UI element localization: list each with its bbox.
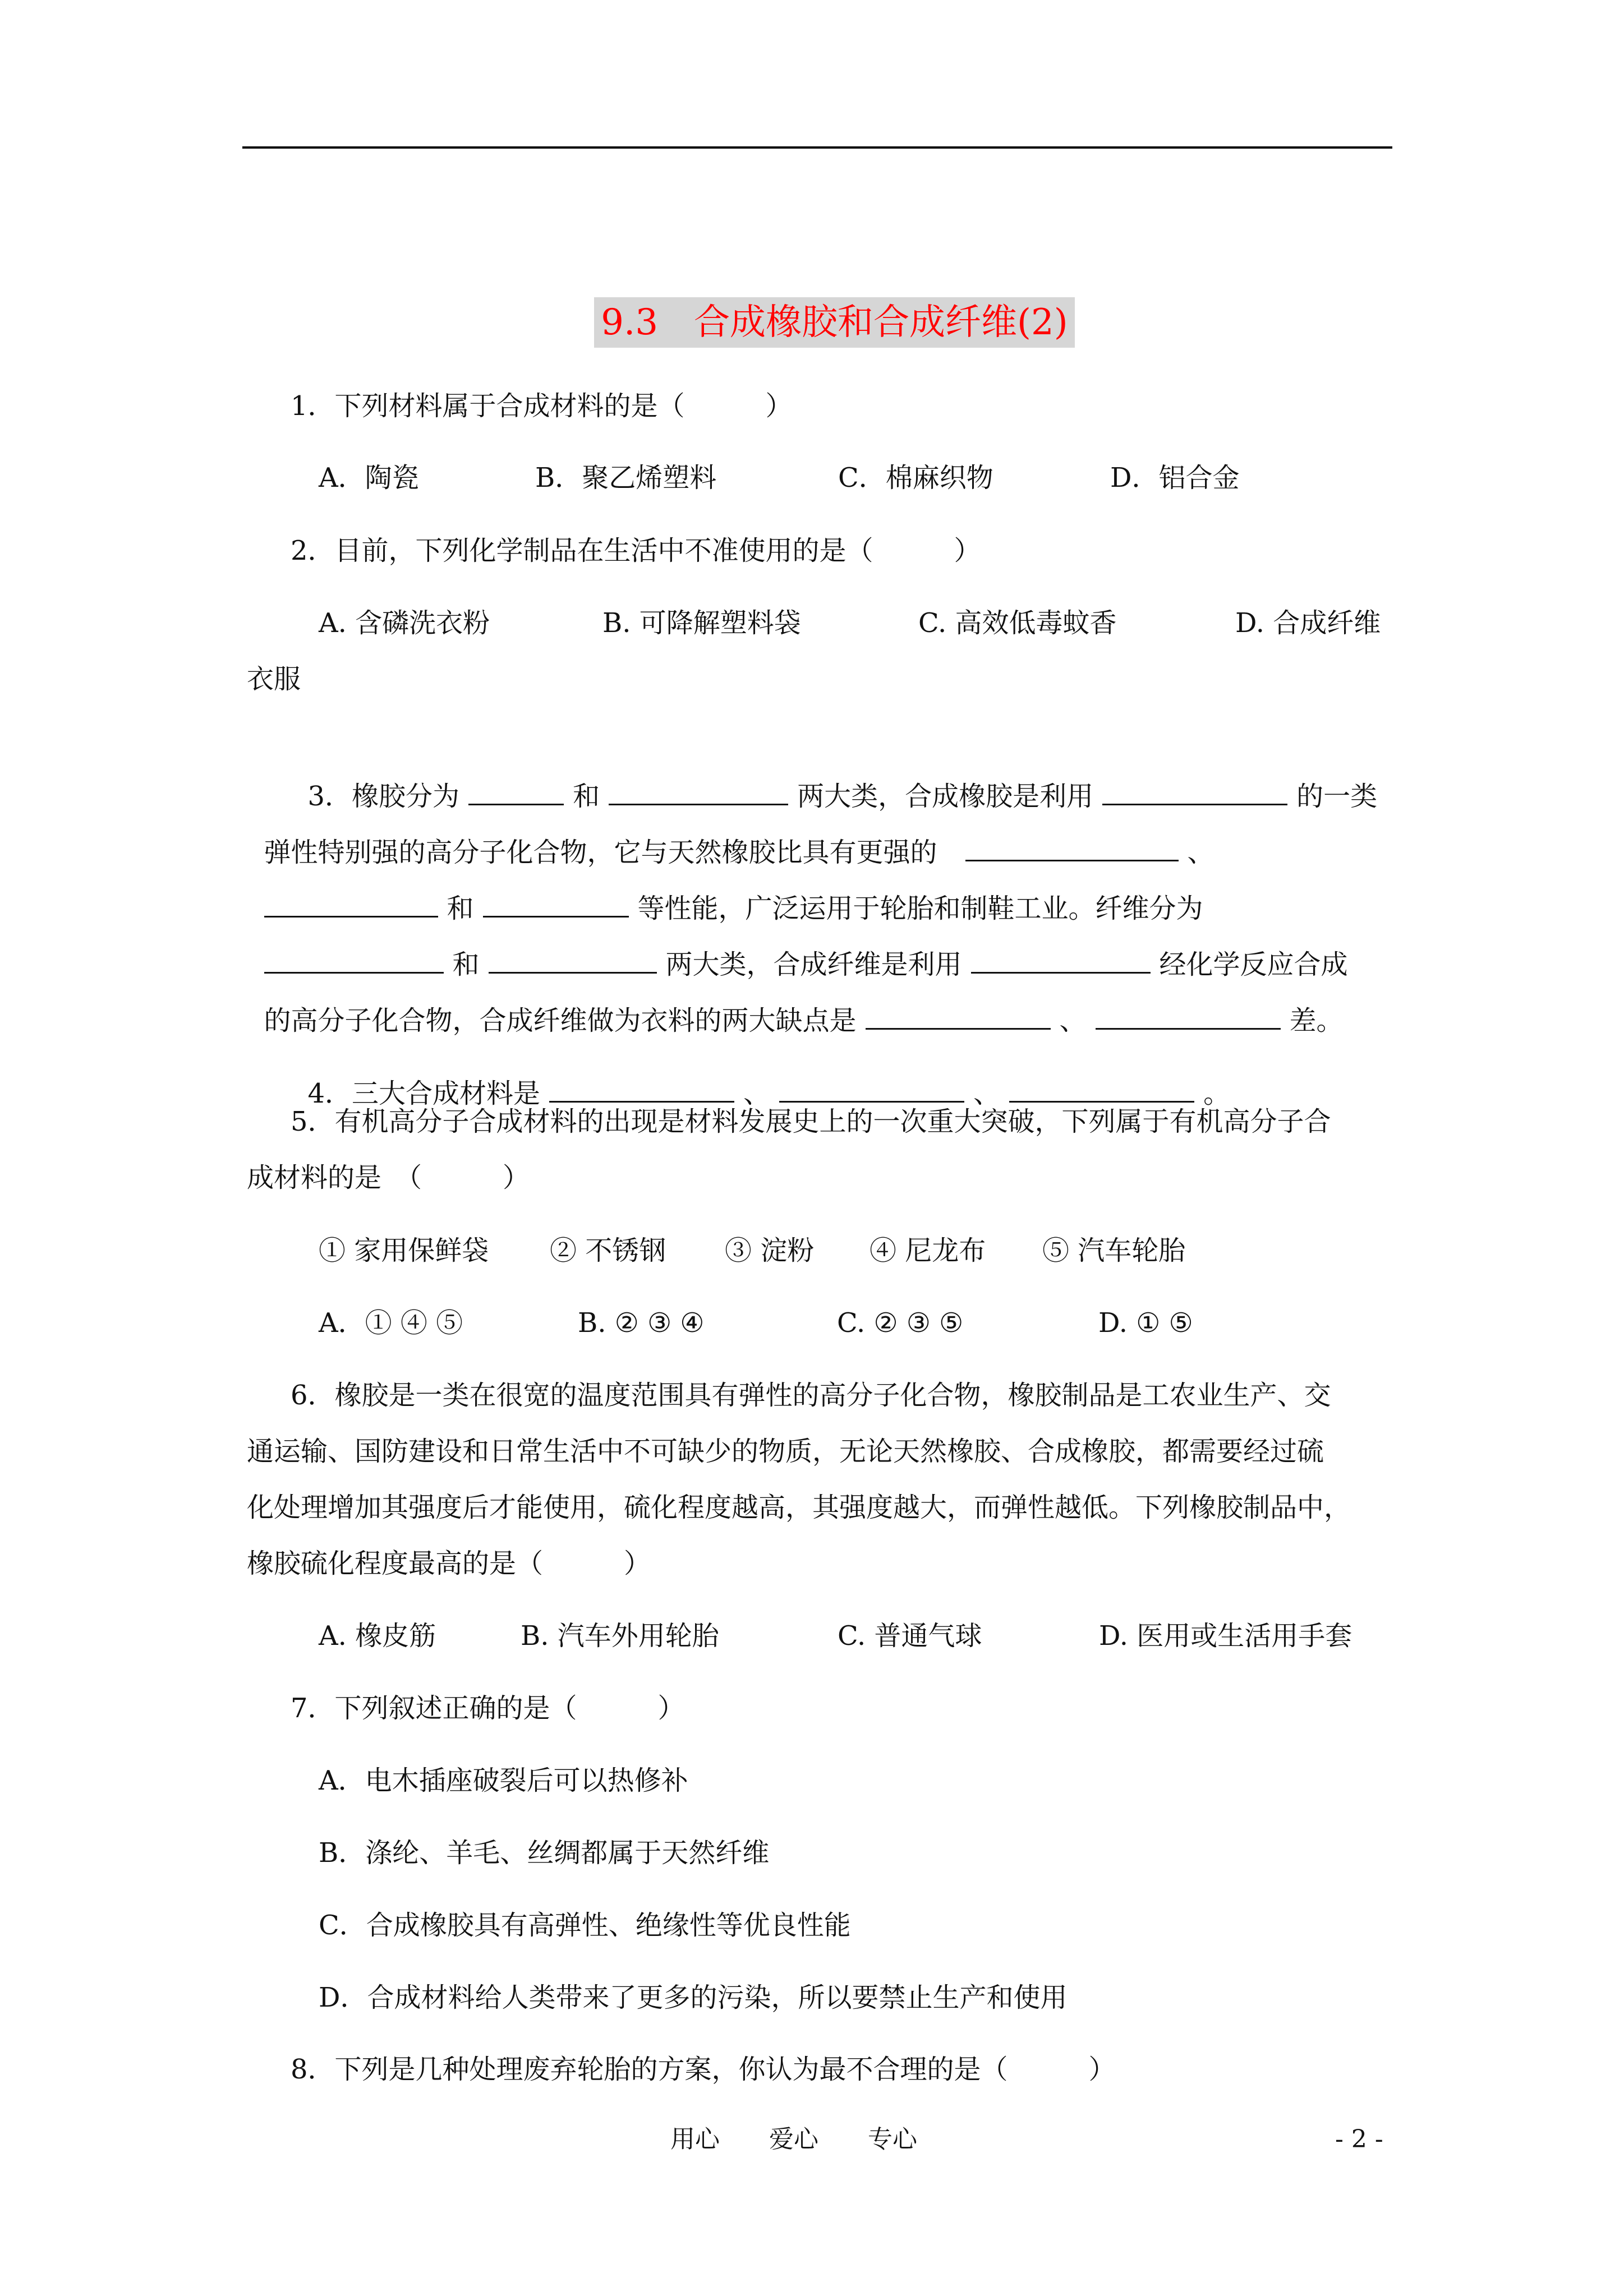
q3-text: 和	[452, 949, 480, 980]
q6-option-b: B. 汽车外用轮胎	[521, 1620, 719, 1652]
q3-text: 差。	[1289, 1005, 1344, 1036]
answer-blank	[549, 1072, 734, 1103]
q2-options	[319, 601, 1624, 646]
q6-option-d: D. 医用或生活用手套	[1099, 1620, 1352, 1652]
q3-text: 和	[447, 893, 474, 924]
q5-stem-line-1: 5．有机高分子合成材料的出现是材料发展史上的一次重大突破，下列属于有机高分子合	[291, 1106, 1331, 1137]
q3-text: 、	[1059, 1005, 1087, 1036]
q4-text: 。	[1203, 1078, 1231, 1109]
q1-options	[319, 455, 1624, 500]
header-rule	[242, 146, 1392, 149]
q7-stem: 7．下列叙述正确的是（ ）	[291, 1693, 685, 1724]
q3-text: 经化学反应合成	[1159, 949, 1348, 980]
q5-option-b: B. ② ③ ④	[578, 1307, 705, 1339]
q2-option-a: A. 含磷洗衣粉	[319, 607, 490, 639]
page-title: 9.3 合成橡胶和合成纤维(2)	[594, 297, 1074, 348]
q3-line-3	[247, 841, 1624, 924]
q5-item-5: ⑤ 汽车轮胎	[1042, 1235, 1186, 1266]
q1-option-b: B．聚乙烯塑料	[535, 462, 717, 494]
q3-text: 等性能，广泛运用于轮胎和制鞋工业。纤维分为	[637, 893, 1203, 924]
q7-option-a: A．电木插座破裂后可以热修补	[319, 1765, 688, 1796]
q1-option-c: C．棉麻织物	[838, 462, 993, 494]
title-block	[0, 297, 1624, 348]
answer-blank	[866, 999, 1051, 1030]
q5-items	[319, 1228, 1624, 1273]
q3-text: 3．橡胶分为	[307, 781, 460, 812]
q8-stem: 8．下列是几种处理废弃轮胎的方案，你认为最不合理的是（ ）	[291, 2054, 1116, 2085]
q7-option-b: B．涤纶、羊毛、丝绸都属于天然纤维	[319, 1837, 770, 1869]
q1-stem: 1．下列材料属于合成材料的是（ ）	[291, 390, 793, 422]
q5-option-a: A．① ④ ⑤	[319, 1307, 463, 1339]
q3-line-4	[247, 897, 1624, 980]
q3-text: 和	[573, 781, 600, 812]
q7-option-d: D．合成材料给人类带来了更多的污染，所以要禁止生产和使用	[319, 1982, 1068, 2013]
q5-item-3: ③ 淀粉	[725, 1235, 815, 1266]
answer-blank	[779, 1072, 964, 1103]
q1-option-d: D．铝合金	[1110, 462, 1240, 494]
q4-text: 、	[973, 1078, 1001, 1109]
q2-stem: 2．目前，下列化学制品在生活中不准使用的是（ ）	[291, 535, 981, 566]
q6-options	[319, 1613, 1624, 1658]
answer-blank	[1096, 999, 1281, 1030]
q3-text: 的高分子化合物，合成纤维做为衣料的两大缺点是	[264, 1005, 857, 1036]
q7-option-c: C．合成橡胶具有高弹性、绝缘性等优良性能	[319, 1910, 851, 1941]
q6-option-c: C. 普通气球	[838, 1620, 982, 1652]
q4-text: 、	[743, 1078, 771, 1109]
footer-motto: 用心 爱心 专心	[670, 2125, 917, 2154]
q2-option-d: D. 合成纤维	[1235, 607, 1381, 639]
q4-text: 4．三大合成材料是	[307, 1078, 541, 1109]
q3-text: 的一类	[1296, 781, 1378, 812]
q6-line-3: 化处理增加其强度后才能使用，硫化程度越高，其强度越大，而弹性越低。下列橡胶制品中，	[247, 1492, 1351, 1523]
q5-item-1: ① 家用保鲜袋	[319, 1235, 489, 1266]
q3-line-2	[247, 785, 1624, 868]
q4-line	[291, 1026, 1624, 1109]
q5-option-c: C. ② ③ ⑤	[837, 1307, 964, 1339]
q3-text: 两大类，合成橡胶是利用	[797, 781, 1094, 812]
page-number: - 2 -	[1335, 2125, 1383, 2154]
q1-option-a: A．陶瓷	[319, 462, 419, 494]
q3-line-1	[291, 729, 1624, 812]
q5-item-4: ④ 尼龙布	[869, 1235, 986, 1266]
q5-item-2: ② 不锈钢	[550, 1235, 666, 1266]
q6-line-1: 6．橡胶是一类在很宽的温度范围具有弹性的高分子化合物，橡胶制品是工农业生产、交	[291, 1380, 1331, 1411]
q6-line-4: 橡胶硫化程度最高的是（ ）	[247, 1548, 651, 1579]
q5-option-d: D. ① ⑤	[1098, 1307, 1193, 1339]
q3-text: 两大类，合成纤维是利用	[665, 949, 962, 980]
q2-option-b: B. 可降解塑料袋	[602, 607, 801, 639]
q3-line-5	[247, 953, 1624, 1036]
q5-stem-line-2: 成材料的是 （ ）	[247, 1162, 530, 1193]
q6-option-a: A. 橡皮筋	[319, 1620, 436, 1652]
answer-blank	[1009, 1072, 1194, 1103]
q3-text: 弹性特别强的高分子化合物，它与天然橡胶比具有更强的	[264, 837, 937, 868]
q2-option-c: C. 高效低毒蚊香	[918, 607, 1117, 639]
q3-text: 、	[1187, 837, 1214, 868]
q5-options	[319, 1301, 1624, 1345]
q6-line-2: 通运输、国防建设和日常生活中不可缺少的物质，无论天然橡胶、合成橡胶，都需要经过硫	[247, 1436, 1324, 1467]
q2-option-d-wrap: 衣服	[247, 663, 301, 695]
